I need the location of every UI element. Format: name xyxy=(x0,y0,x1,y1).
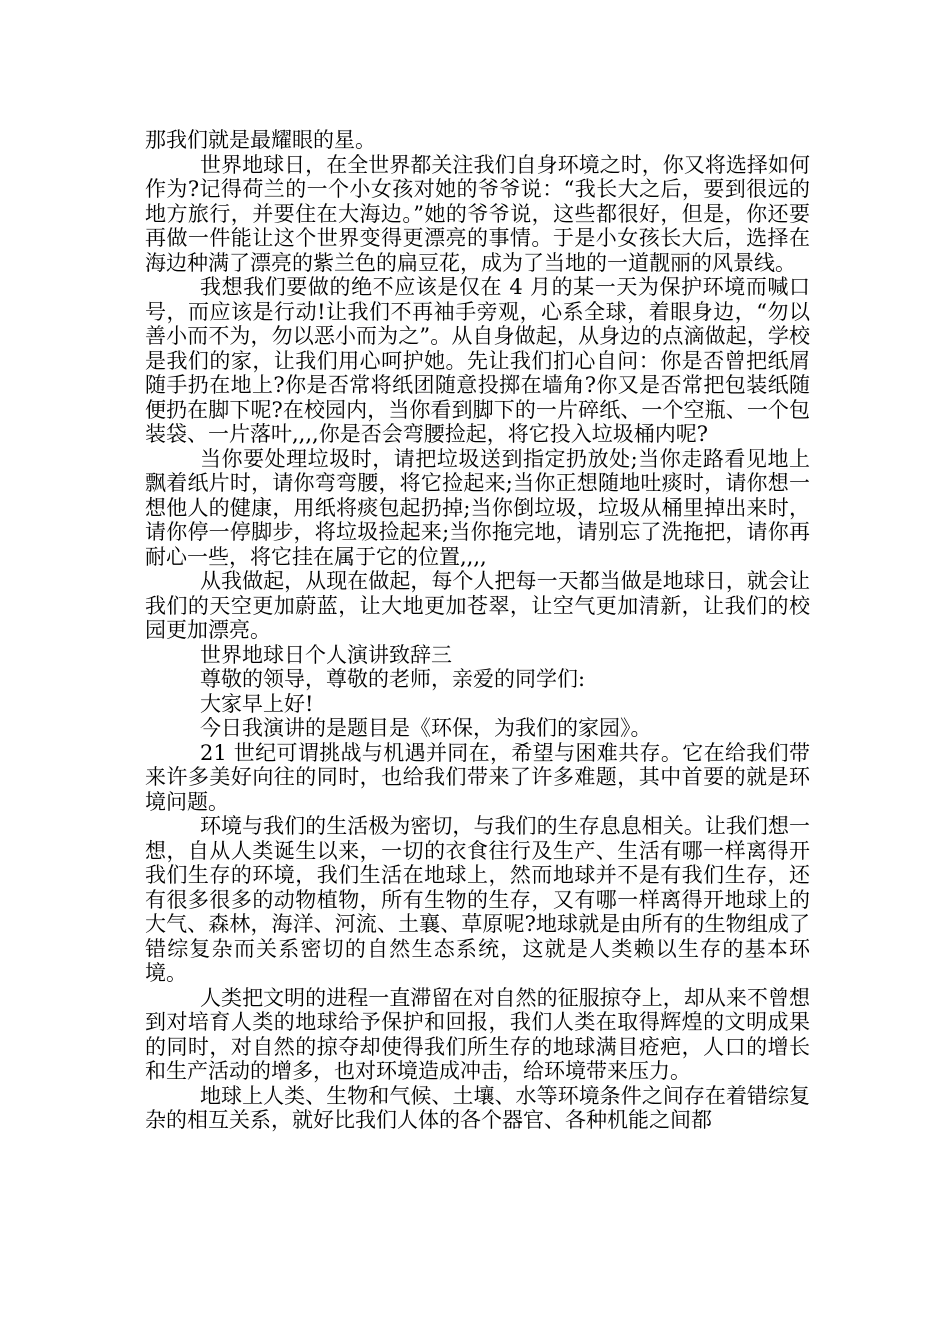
document-page xyxy=(145,128,810,1133)
section-heading: 世界地球日个人演讲致辞三 xyxy=(200,642,452,667)
paragraph-13: 地球上人类、生物和气候、土壤、水等环境条件之间存在着错综复杂的相互关系，就好比我们人体的各个器官、各种机能之间都 xyxy=(145,1083,810,1132)
paragraph-4: 当你要处理垃圾时，请把垃圾送到指定扔放处;当你走路看见地上飘着纸片时，请你弯弯腰，将它捡起来;当你正想随地吐痰时，请你想一想他人的健康，用纸将痰包起扔掉;当你倒垃圾，垃圾从桶里掉出来时，请你停一停脚步，将垃圾捡起来;当你拖完地，请别忘了洗拖把，请你再耐心一些，将它挂在属于它的位置,,,, xyxy=(145,446,810,569)
paragraph-3: 我想我们要做的绝不应该是仅在 4 月的某一天为保护环境而喊口号，而应该是行动!让我们不再袖手旁观，心系全球，着眼身边，“勿以善小而不为，勿以恶小而为之”。从自身做起，从身边的点滴做起，学校是我们的家，让我们用心呵护她。先让我们扪心自问：你是否曾把纸屑随手扔在地上?你是否常将纸团随意投掷在墙角?你又是否常把包装纸随便扔在脚下呢?在校园内，当你看到脚下的一片碎纸、一个空瓶、一个包装袋、一片落叶,,,,你是否会弯腰捡起，将它投入垃圾桶内呢? xyxy=(145,275,810,446)
speech-topic: 今日我演讲的是题目是《环保，为我们的家园》。 xyxy=(200,716,652,740)
greeting: 大家早上好! xyxy=(200,691,314,716)
paragraph-5: 从我做起，从现在做起，每个人把每一天都当做是地球日，就会让我们的天空更加蔚蓝，让大地更加苍翠，让空气更加清新，让我们的校园更加漂亮。 xyxy=(145,569,810,642)
salutation: 尊敬的领导，尊敬的老师，亲爱的同学们: xyxy=(200,667,586,691)
paragraph-1: 那我们就是最耀眼的星。 xyxy=(145,128,376,152)
paragraph-2: 世界地球日，在全世界都关注我们自身环境之时，你又将选择如何作为?记得荷兰的一个小女孩对她的爷爷说：“我长大之后，要到很远的地方旅行，并要住在大海边。”她的爷爷说，这些都很好，但是，你还要再做一件能让这个世界变得更漂亮的事情。于是小女孩长大后，选择在海边种满了漂亮的紫兰色的扁豆花，成为了当地的一道靓丽的风景线。 xyxy=(145,152,810,275)
paragraph-12: 人类把文明的进程一直滞留在对自然的征服掠夺上，却从来不曾想到对培育人类的地球给予保护和回报，我们人类在取得辉煌的文明成果的同时，对自然的掠夺却使得我们所生存的地球满目疮疤，人口的增长和生产活动的增多，也对环境造成冲击，给环境带来压力。 xyxy=(145,985,810,1083)
paragraph-11: 环境与我们的生活极为密切，与我们的生存息息相关。让我们想一想，自从人类诞生以来，一切的衣食往行及生产、生活有哪一样离得开我们生存的环境，我们生活在地球上，然而地球并不是有我们生存，还有很多很多的动物植物，所有生物的生存，又有哪一样离得开地球上的大气、森林，海洋、河流、土襄、草原呢?地球就是由所有的生物组成了错综复杂而关系密切的自然生态系统，这就是人类赖以生存的基本环境。 xyxy=(145,814,810,985)
paragraph-10: 21 世纪可谓挑战与机遇并同在，希望与困难共存。它在给我们带来许多美好向往的同时，也给我们带来了许多难题，其中首要的就是环境问题。 xyxy=(145,740,810,814)
